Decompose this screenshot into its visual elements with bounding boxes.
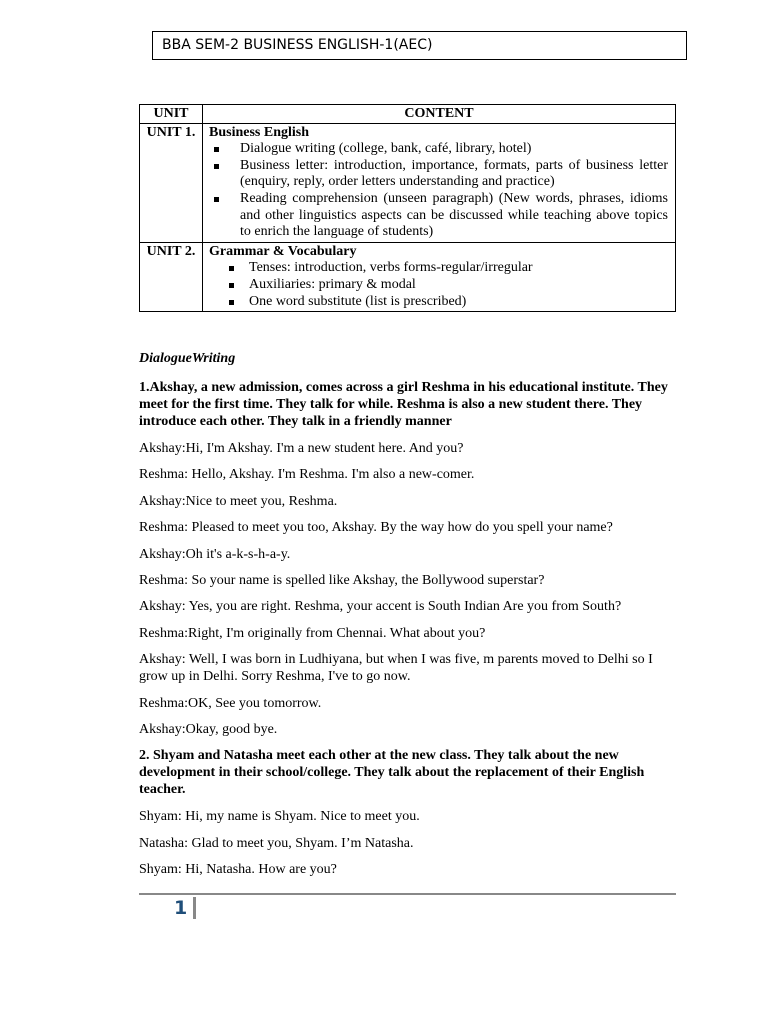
list-item: One word substitute (list is prescribed) [249,294,668,311]
question-prompt: 1.Akshay, a new admission, comes across a girl Reshma in his educational institute. They meet for the first time. They talk for while. Reshma is also a new student there. They introduce each other. They talk in a friendly manner [139,380,668,429]
content-list [209,260,668,310]
unit-column-header: UNIT [140,105,203,124]
content-column-header: CONTENT [203,105,676,124]
content-cell [203,123,676,242]
unit-title: Grammar & Vocabulary [209,243,357,259]
document-header [152,31,687,60]
unit-cell: UNIT 1. [140,123,203,242]
dialogue-line: Reshma:Right, I'm originally from Chennai. What about you? [139,625,486,641]
dialogue-line: Reshma:OK, See you tomorrow. [139,695,322,711]
dialogue-line: Natasha: Glad to meet you, Shyam. I’m Natasha. [139,835,414,851]
unit-cell: UNIT 2. [140,242,203,311]
dialogue-line: Shyam: Hi, Natasha. How are you? [139,862,337,878]
table-row [140,242,676,311]
list-item: Auxiliaries: primary & modal [249,277,668,294]
dialogue-line: Akshay: Well, I was born in Ludhiyana, but when I was five, m parents moved to Delhi so I grow up in Delhi. Sorry Reshma, I've to go now. [139,652,653,685]
dialogue-line: Akshay:Okay, good bye. [139,721,278,737]
section-heading: DialogueWriting [139,351,236,366]
header-title: BBA SEM-2 BUSINESS ENGLISH-1(AEC) [162,37,433,53]
table-header-row [140,105,676,124]
dialogue-line: Akshay:Oh it's a-k-s-h-a-y. [139,546,291,562]
dialogue-line: Akshay:Hi, I'm Akshay. I'm a new student here. And you? [139,441,464,456]
dialogue-line: Shyam: Hi, my name is Shyam. Nice to meet you. [139,809,420,825]
content-list [209,141,668,241]
dialogue-line: Reshma: Hello, Akshay. I'm Reshma. I'm also a new-comer. [139,467,475,483]
document-body [139,350,676,887]
page-number: 1 [174,897,188,919]
list-item: Business letter: introduction, importance, formats, parts of business letter (enquiry, reply, order letters understanding and practice) [240,157,668,190]
page-number-bar [193,897,196,919]
dialogue-line: Reshma: Pleased to meet you too, Akshay. By the way how do you spell your name? [139,520,613,536]
unit-title: Business English [209,124,309,140]
table-row [140,123,676,242]
dialogue-line: Reshma: So your name is spelled like Akshay, the Bollywood superstar? [139,572,545,588]
question-prompt: 2. Shyam and Natasha meet each other at the new class. They talk about the new development in their school/college. They talk about the replacement of their English teacher. [139,748,645,798]
dialogue-line: Akshay:Nice to meet you, Reshma. [139,493,338,509]
dialogue-line: Akshay: Yes, you are right. Reshma, your accent is South Indian Are you from South? [139,599,622,615]
list-item: Dialogue writing (college, bank, café, library, hotel) [240,141,668,158]
content-cell [203,242,676,311]
footer-divider [139,893,676,895]
syllabus-table [139,104,676,312]
list-item: Reading comprehension (unseen paragraph) (New words, phrases, idioms and other linguistics aspects can be discussed while teaching above topics to enrich the language of students) [240,190,668,240]
list-item: Tenses: introduction, verbs forms-regular/irregular [249,260,668,277]
